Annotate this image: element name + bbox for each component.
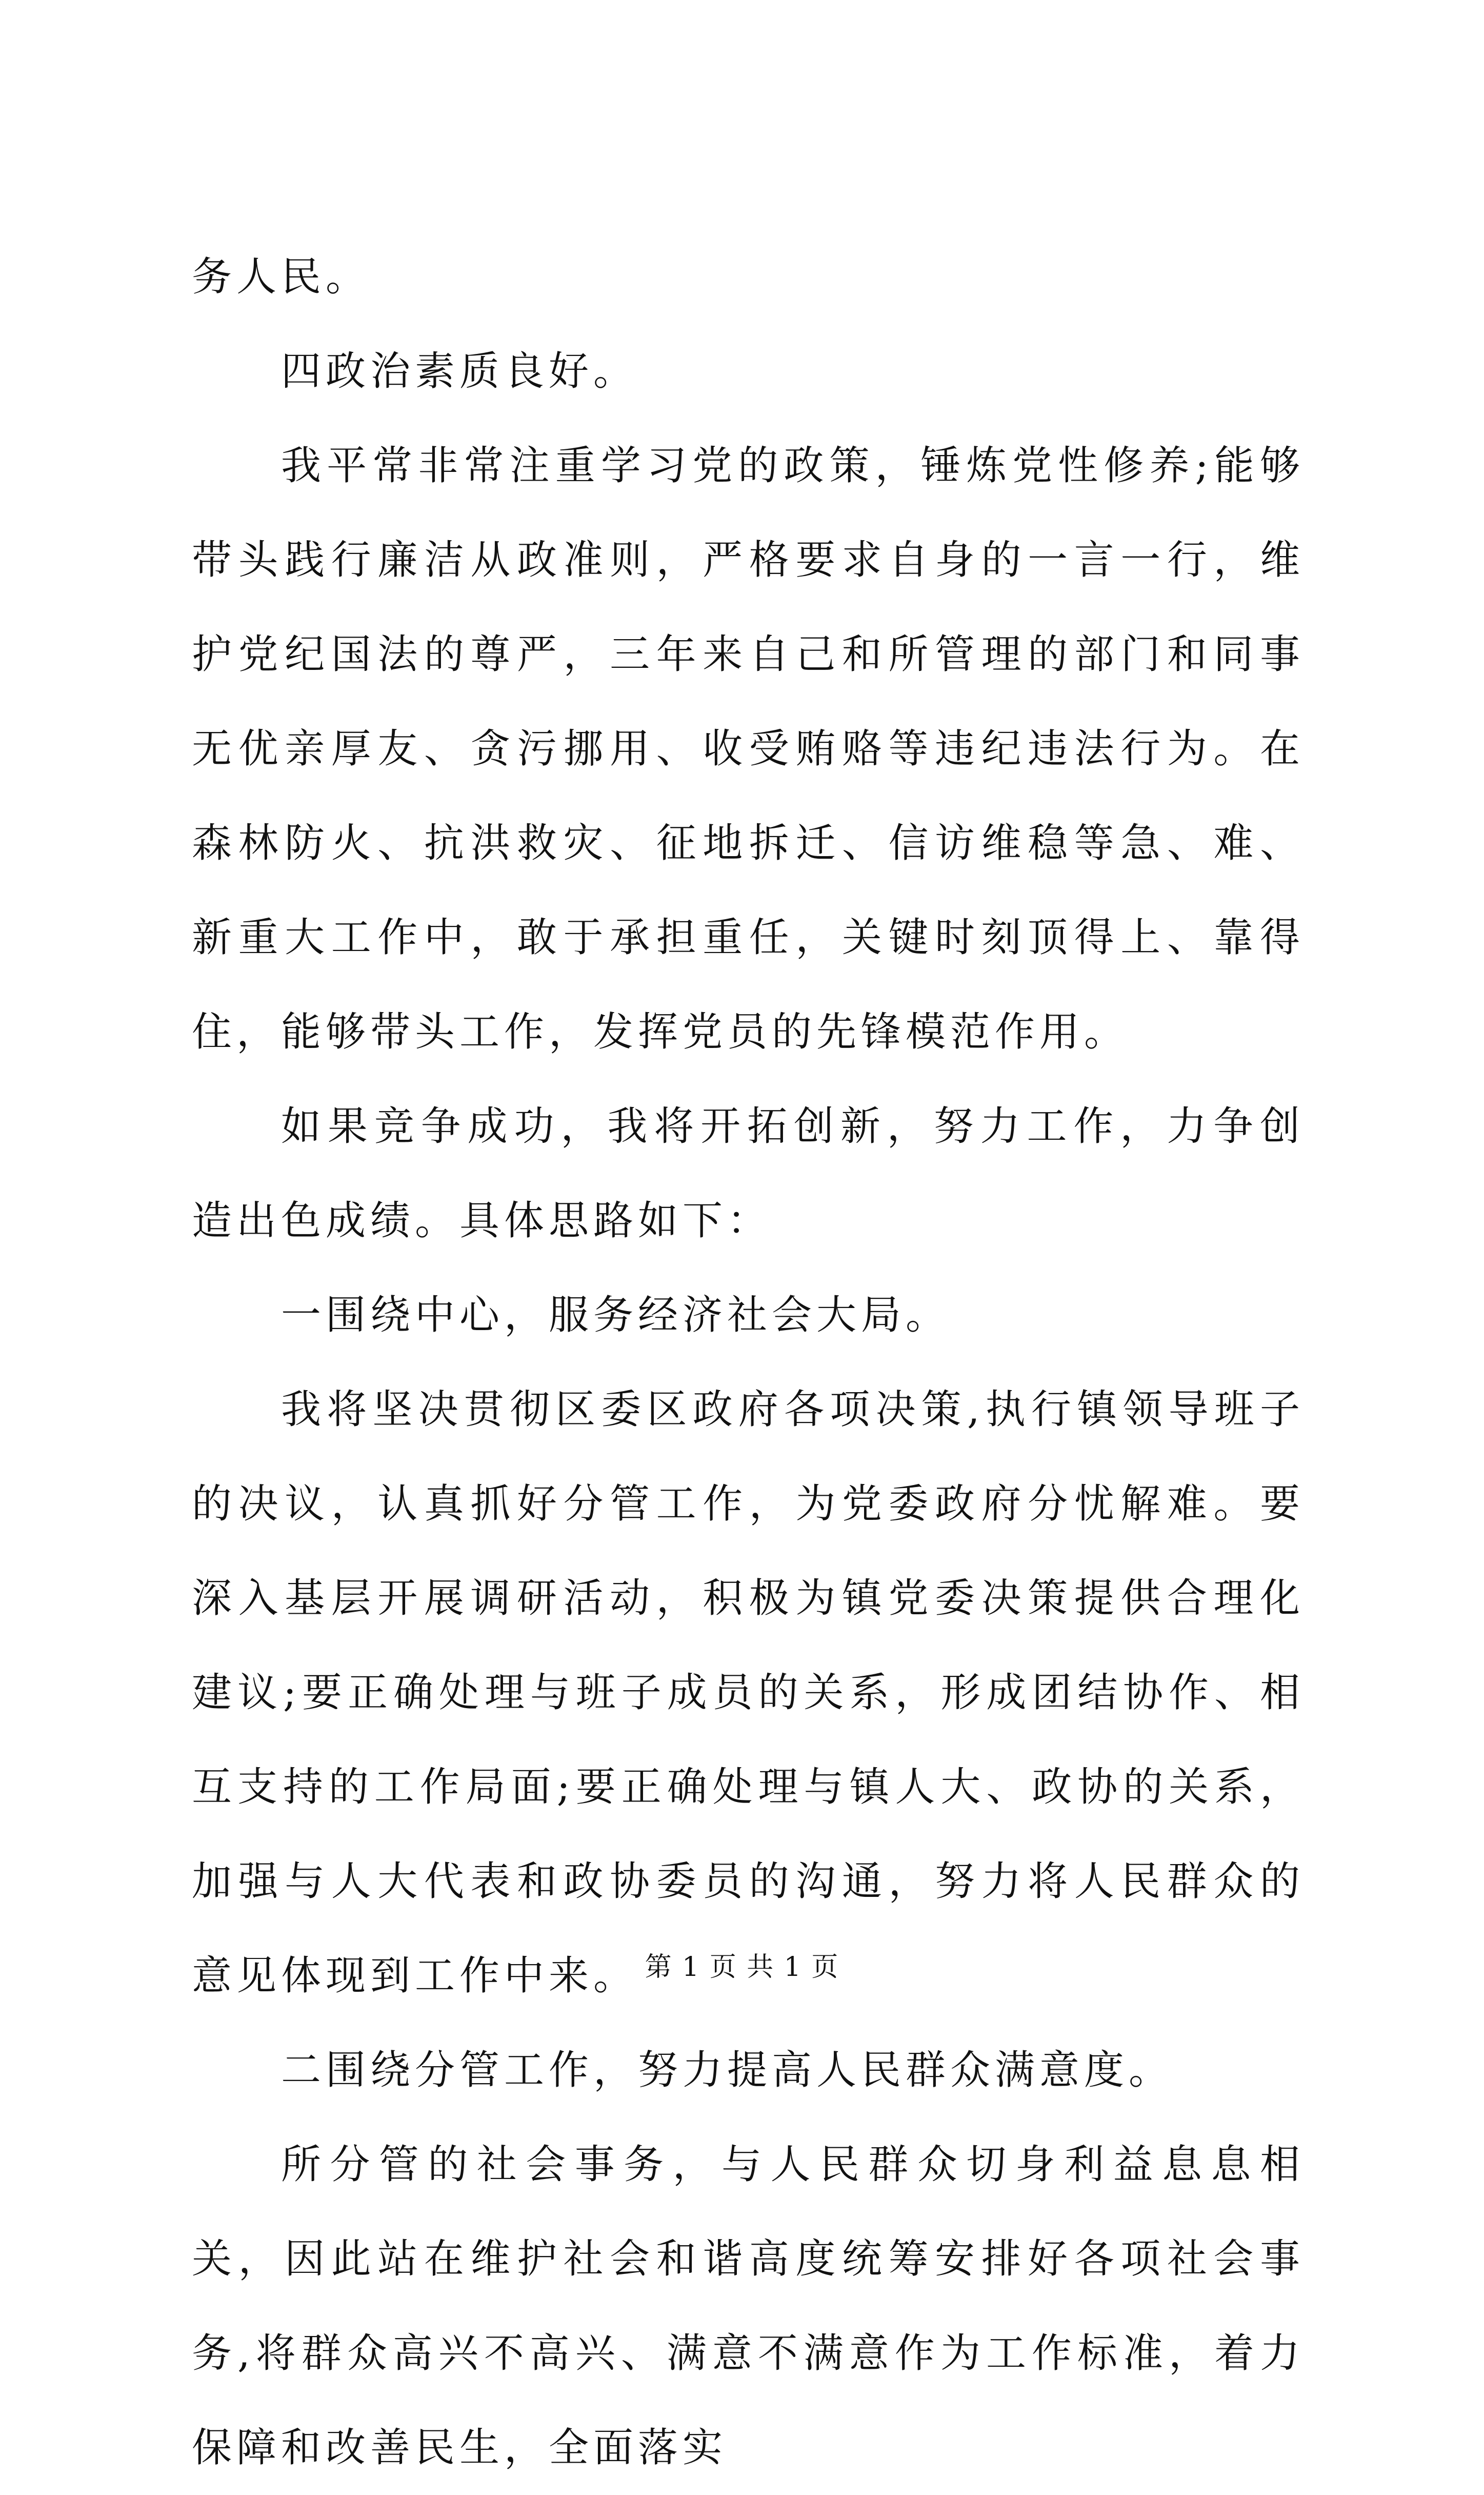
section-heading: 二围绕分管工作，努力提高人民群众满意度。 [281, 2047, 1174, 2093]
section-heading: 四政治素质良好。 [281, 348, 638, 394]
section-heading: 一围绕中心，服务经济社会大局。 [281, 1292, 951, 1338]
paragraph: 我将坚决贯彻区委区政府各项决策,执行镇领导班子的决议，认真抓好分管工作，为党委政府分忧解难。要深入基层开展调研活动，积极为镇党委决策提供合理化建议;要正确处理与班子成员的关系，形成团结协作、相互支持的工作局面;要正确处理与镇人大、政协的关系，加强与人大代表和政协委员的沟通，努力将人民群众的意见体现到工作中来。 [192, 1387, 1305, 1999]
document-body [192, 230, 1305, 2495]
paragraph: 务人民。 [192, 254, 371, 300]
paragraph: 所分管的社会事务，与人民群众切身利益息息相关，因此站在维护社会和谐高度统筹安排好各项社会事务,将群众高兴不高兴、满意不满意作为工作标准，着力保障和改善民生，全面落实 [192, 2142, 1305, 2471]
paragraph: 如果竞争成功，我将开拓创新，努力工作，力争创造出色成绩。具体思路如下： [192, 1103, 1305, 1244]
page-number-footer: 第 1 页 共 1 页 [645, 1952, 839, 1983]
paragraph: 我平常非常注重学习党的政策，锤炼党性修养;能够带头践行廉洁从政准则，严格要求自身的一言一行，维护党纪国法的尊严，三年来自己和所管理的部门和同事无优亲厚友、贪污挪用、收受贿赂等违纪违法行为。在森林防火、抗洪救灾、征地拆迁、信访维稳等急、难、新重大工作中，敢于承担重任，关键时刻顶得上、靠得住，能够带头工作，发挥党员的先锋模范作用。 [192, 443, 1305, 1055]
